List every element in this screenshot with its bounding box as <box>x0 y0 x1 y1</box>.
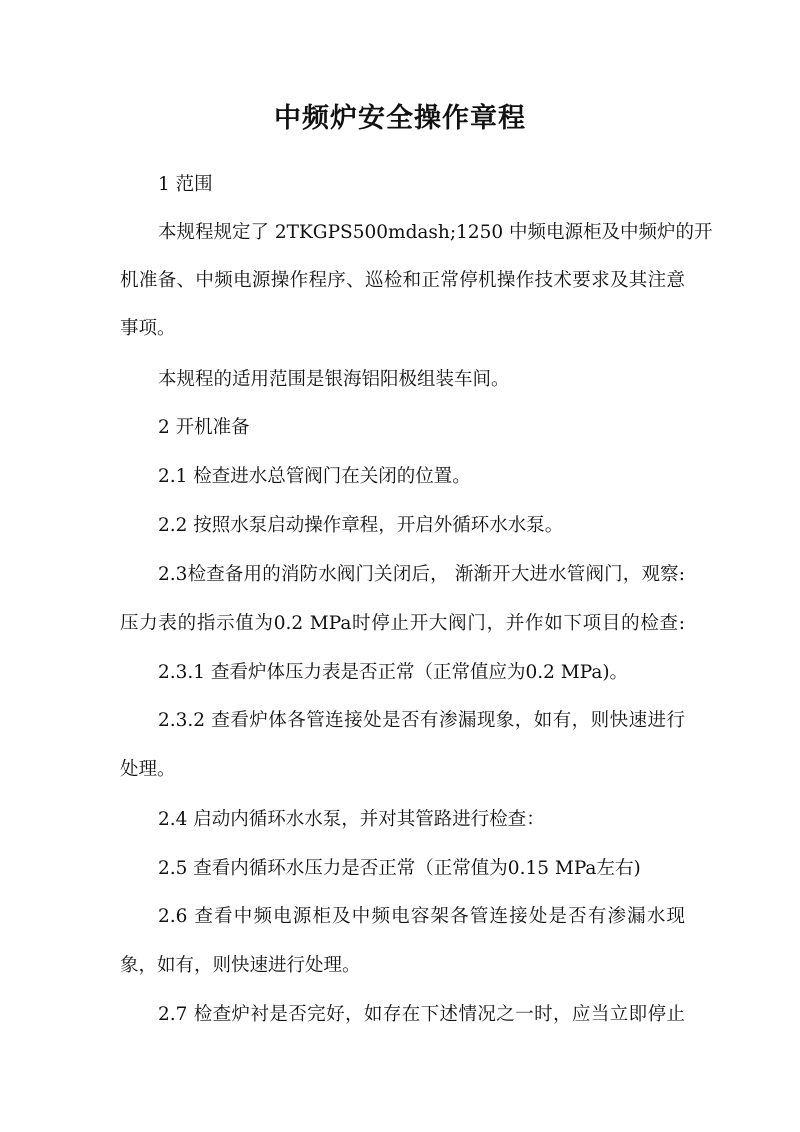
list-item-continuation: 象，如有，则快速进行处理。 <box>120 955 361 976</box>
list-item-continuation: 压力表的指示值为0.2 MPa时停止开大阀门，并作如下项目的检查: <box>120 613 685 634</box>
list-item: 2.3检查备用的消防水阀门关闭后， 渐渐开大进水管阀门，观察: <box>158 564 685 585</box>
list-item: 2.2 按照水泵启动操作章程，开启外循环水水泵。 <box>158 515 564 536</box>
document-title: 中频炉安全操作章程 <box>274 103 526 134</box>
list-item: 2.3.1 查看炉体压力表是否正常（正常值应为0.2 MPa)。 <box>158 662 629 683</box>
list-item: 2.1 检查进水总管阀门在关闭的位置。 <box>158 466 471 487</box>
paragraph-line: 本规程规定了 2TKGPS500mdash;1250 中频电源柜及中频炉的开 <box>158 222 713 243</box>
list-item: 2.7 检查炉衬是否完好，如存在下述情况之一时，应当立即停止 <box>158 1004 685 1025</box>
list-item: 2.4 启动内循环水水泵，并对其管路进行检查： <box>158 809 545 830</box>
paragraph-line: 事项。 <box>120 318 176 339</box>
list-item: 2.5 查看内循环水压力是否正常（正常值为0.15 MPa左右) <box>158 858 641 879</box>
list-item: 2.6 查看中频电源柜及中频电容架各管连接处是否有渗漏水现 <box>158 906 685 927</box>
list-item: 2.3.2 查看炉体各管连接处是否有渗漏现象，如有，则快速进行 <box>158 710 685 731</box>
paragraph-line: 本规程的适用范围是银海铝阳极组装车间。 <box>158 369 510 390</box>
section-heading-startup: 2 开机准备 <box>158 417 250 438</box>
section-heading-scope: 1 范围 <box>158 174 213 195</box>
list-item-continuation: 处理。 <box>120 759 176 780</box>
paragraph-line: 机准备、中频电源操作程序、巡检和正常停机操作技术要求及其注意 <box>120 270 685 291</box>
